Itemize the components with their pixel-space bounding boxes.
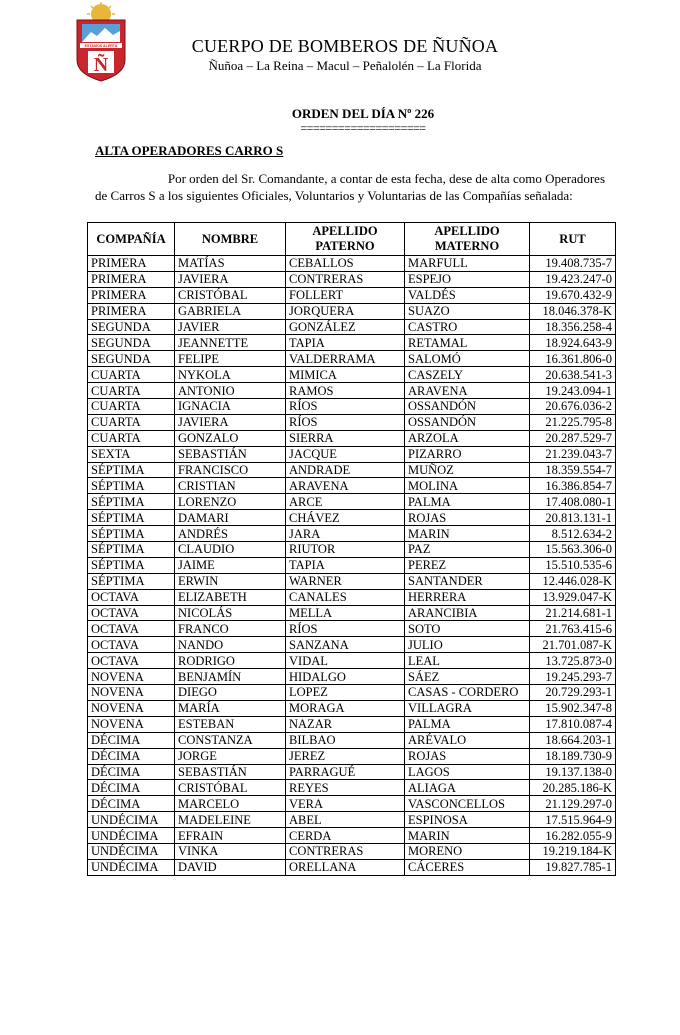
cell-name: MARÍA bbox=[175, 700, 286, 716]
header-company: COMPAÑÍA bbox=[88, 223, 175, 256]
table-row bbox=[88, 526, 616, 542]
cell-name: FELIPE bbox=[175, 351, 286, 367]
table-row bbox=[88, 367, 616, 383]
cell-maternal-surname: CASAS - CORDERO bbox=[405, 685, 530, 701]
cell-company: SÉPTIMA bbox=[88, 542, 175, 558]
cell-paternal-surname: ANDRADE bbox=[286, 462, 405, 478]
cell-paternal-surname: JACQUE bbox=[286, 446, 405, 462]
header-paternal-surname bbox=[286, 223, 405, 256]
intro-line-2: de Carros S a los siguientes Oficiales, Voluntarios y Voluntarias de las Compañías señalada: bbox=[95, 188, 573, 203]
table-row bbox=[88, 430, 616, 446]
table-row bbox=[88, 494, 616, 510]
cell-maternal-surname: VALDÉS bbox=[405, 287, 530, 303]
cell-maternal-surname: HERRERA bbox=[405, 589, 530, 605]
cell-name: JAVIER bbox=[175, 319, 286, 335]
cell-rut: 19.137.138-0 bbox=[530, 764, 616, 780]
cell-company: OCTAVA bbox=[88, 621, 175, 637]
cell-rut: 21.701.087-K bbox=[530, 637, 616, 653]
cell-company: OCTAVA bbox=[88, 589, 175, 605]
cell-rut: 20.287.529-7 bbox=[530, 430, 616, 446]
cell-paternal-surname: JORQUERA bbox=[286, 303, 405, 319]
cell-maternal-surname: SALOMÓ bbox=[405, 351, 530, 367]
cell-company: SEXTA bbox=[88, 446, 175, 462]
cell-rut: 15.902.347-8 bbox=[530, 700, 616, 716]
operators-table bbox=[87, 222, 616, 876]
table-row bbox=[88, 319, 616, 335]
cell-maternal-surname: MORENO bbox=[405, 843, 530, 859]
cell-rut: 13.725.873-0 bbox=[530, 653, 616, 669]
cell-rut: 12.446.028-K bbox=[530, 573, 616, 589]
table-row bbox=[88, 859, 616, 875]
header-rut: RUT bbox=[530, 223, 616, 256]
cell-name: JEANNETTE bbox=[175, 335, 286, 351]
table-row bbox=[88, 605, 616, 621]
cell-name: CRISTÓBAL bbox=[175, 287, 286, 303]
cell-maternal-surname: RETAMAL bbox=[405, 335, 530, 351]
crest-letter: Ñ bbox=[93, 54, 109, 76]
cell-name: CLAUDIO bbox=[175, 542, 286, 558]
cell-maternal-surname: OSSANDÓN bbox=[405, 399, 530, 415]
cell-maternal-surname: PEREZ bbox=[405, 557, 530, 573]
organization-title: CUERPO DE BOMBEROS DE ÑUÑOA bbox=[191, 36, 499, 56]
cell-paternal-surname: RÍOS bbox=[286, 621, 405, 637]
cell-name: JAVIERA bbox=[175, 414, 286, 430]
cell-rut: 17.408.080-1 bbox=[530, 494, 616, 510]
order-title-rule: ==================== bbox=[300, 121, 426, 135]
table-row bbox=[88, 843, 616, 859]
cell-rut: 19.827.785-1 bbox=[530, 859, 616, 875]
cell-maternal-surname: MOLINA bbox=[405, 478, 530, 494]
cell-company: SEGUNDA bbox=[88, 351, 175, 367]
cell-company: CUARTA bbox=[88, 367, 175, 383]
cell-paternal-surname: CERDA bbox=[286, 828, 405, 844]
cell-company: UNDÉCIMA bbox=[88, 828, 175, 844]
cell-paternal-surname: TAPIA bbox=[286, 335, 405, 351]
cell-name: NYKOLA bbox=[175, 367, 286, 383]
cell-paternal-surname: CONTRERAS bbox=[286, 843, 405, 859]
cell-paternal-surname: RÍOS bbox=[286, 414, 405, 430]
organization-subtitle: Ñuñoa – La Reina – Macul – Peñalolén – La Florida bbox=[208, 58, 482, 73]
cell-rut: 20.813.131-1 bbox=[530, 510, 616, 526]
table-row bbox=[88, 510, 616, 526]
cell-company: PRIMERA bbox=[88, 271, 175, 287]
table-row bbox=[88, 669, 616, 685]
cell-name: GABRIELA bbox=[175, 303, 286, 319]
table-row bbox=[88, 796, 616, 812]
table-row bbox=[88, 748, 616, 764]
cell-paternal-surname: NAZAR bbox=[286, 716, 405, 732]
cell-rut: 20.285.186-K bbox=[530, 780, 616, 796]
table-row bbox=[88, 653, 616, 669]
table-row bbox=[88, 828, 616, 844]
cell-rut: 21.214.681-1 bbox=[530, 605, 616, 621]
cell-name: ANDRÉS bbox=[175, 526, 286, 542]
cell-maternal-surname: MUÑOZ bbox=[405, 462, 530, 478]
cell-name: JAVIERA bbox=[175, 271, 286, 287]
cell-maternal-surname: PALMA bbox=[405, 494, 530, 510]
cell-maternal-surname: ARAVENA bbox=[405, 383, 530, 399]
cell-paternal-surname: WARNER bbox=[286, 573, 405, 589]
cell-rut: 19.219.184-K bbox=[530, 843, 616, 859]
crest-motto: ESTAMOS ALERTA bbox=[84, 44, 118, 48]
cell-paternal-surname: MELLA bbox=[286, 605, 405, 621]
cell-company: NOVENA bbox=[88, 700, 175, 716]
cell-maternal-surname: ROJAS bbox=[405, 748, 530, 764]
cell-paternal-surname: VIDAL bbox=[286, 653, 405, 669]
cell-maternal-surname: SANTANDER bbox=[405, 573, 530, 589]
cell-maternal-surname: MARIN bbox=[405, 828, 530, 844]
cell-rut: 8.512.634-2 bbox=[530, 526, 616, 542]
order-title: ORDEN DEL DÍA Nº 226 bbox=[291, 106, 435, 121]
table-row bbox=[88, 812, 616, 828]
cell-paternal-surname: SANZANA bbox=[286, 637, 405, 653]
cell-paternal-surname: RIUTOR bbox=[286, 542, 405, 558]
cell-company: DÉCIMA bbox=[88, 796, 175, 812]
cell-maternal-surname: LEAL bbox=[405, 653, 530, 669]
table-row bbox=[88, 271, 616, 287]
cell-company: CUARTA bbox=[88, 383, 175, 399]
table-row bbox=[88, 573, 616, 589]
cell-maternal-surname: PIZARRO bbox=[405, 446, 530, 462]
cell-name: JORGE bbox=[175, 748, 286, 764]
header-paternal-line-2: PATERNO bbox=[315, 239, 375, 253]
cell-name: RODRIGO bbox=[175, 653, 286, 669]
cell-name: SEBASTIÁN bbox=[175, 764, 286, 780]
cell-maternal-surname: SÁEZ bbox=[405, 669, 530, 685]
table-row bbox=[88, 700, 616, 716]
cell-company: DÉCIMA bbox=[88, 764, 175, 780]
cell-rut: 17.515.964-9 bbox=[530, 812, 616, 828]
cell-name: DIEGO bbox=[175, 685, 286, 701]
cell-rut: 18.359.554-7 bbox=[530, 462, 616, 478]
cell-company: SÉPTIMA bbox=[88, 510, 175, 526]
table-row bbox=[88, 780, 616, 796]
cell-paternal-surname: VALDERRAMA bbox=[286, 351, 405, 367]
cell-company: CUARTA bbox=[88, 399, 175, 415]
table-row bbox=[88, 414, 616, 430]
table-row bbox=[88, 764, 616, 780]
cell-company: SEGUNDA bbox=[88, 335, 175, 351]
cell-company: CUARTA bbox=[88, 430, 175, 446]
cell-rut: 20.729.293-1 bbox=[530, 685, 616, 701]
cell-company: UNDÉCIMA bbox=[88, 859, 175, 875]
cell-rut: 16.386.854-7 bbox=[530, 478, 616, 494]
cell-rut: 19.408.735-7 bbox=[530, 256, 616, 272]
cell-maternal-surname: ESPINOSA bbox=[405, 812, 530, 828]
cell-rut: 15.510.535-6 bbox=[530, 557, 616, 573]
cell-name: GONZALO bbox=[175, 430, 286, 446]
header-paternal-line-1: APELLIDO bbox=[312, 224, 378, 238]
cell-name: NANDO bbox=[175, 637, 286, 653]
intro-paragraph bbox=[95, 170, 605, 204]
cell-paternal-surname: HIDALGO bbox=[286, 669, 405, 685]
cell-maternal-surname: OSSANDÓN bbox=[405, 414, 530, 430]
cell-rut: 21.225.795-8 bbox=[530, 414, 616, 430]
cell-paternal-surname: ARCE bbox=[286, 494, 405, 510]
cell-paternal-surname: RÍOS bbox=[286, 399, 405, 415]
table-row bbox=[88, 637, 616, 653]
cell-company: DÉCIMA bbox=[88, 748, 175, 764]
cell-company: SÉPTIMA bbox=[88, 462, 175, 478]
cell-rut: 18.046.378-K bbox=[530, 303, 616, 319]
cell-maternal-surname: CASZELY bbox=[405, 367, 530, 383]
cell-name: JAIME bbox=[175, 557, 286, 573]
cell-paternal-surname: ABEL bbox=[286, 812, 405, 828]
cell-paternal-surname: TAPIA bbox=[286, 557, 405, 573]
cell-rut: 20.676.036-2 bbox=[530, 399, 616, 415]
cell-rut: 13.929.047-K bbox=[530, 589, 616, 605]
cell-paternal-surname: JEREZ bbox=[286, 748, 405, 764]
table-row bbox=[88, 383, 616, 399]
cell-maternal-surname: ARÉVALO bbox=[405, 732, 530, 748]
cell-company: PRIMERA bbox=[88, 303, 175, 319]
table-body bbox=[88, 256, 616, 876]
cell-maternal-surname: JULIO bbox=[405, 637, 530, 653]
table-row bbox=[88, 462, 616, 478]
header-name: NOMBRE bbox=[175, 223, 286, 256]
cell-company: UNDÉCIMA bbox=[88, 843, 175, 859]
table-row bbox=[88, 256, 616, 272]
table-row bbox=[88, 621, 616, 637]
cell-maternal-surname: ARANCIBIA bbox=[405, 605, 530, 621]
cell-paternal-surname: RAMOS bbox=[286, 383, 405, 399]
section-title: ALTA OPERADORES CARRO S bbox=[95, 143, 284, 158]
cell-maternal-surname: ARZOLA bbox=[405, 430, 530, 446]
cell-maternal-surname: SUAZO bbox=[405, 303, 530, 319]
cell-company: OCTAVA bbox=[88, 605, 175, 621]
cell-paternal-surname: MIMICA bbox=[286, 367, 405, 383]
cell-name: ANTONIO bbox=[175, 383, 286, 399]
cell-rut: 16.282.055-9 bbox=[530, 828, 616, 844]
cell-rut: 21.129.297-0 bbox=[530, 796, 616, 812]
cell-company: DÉCIMA bbox=[88, 732, 175, 748]
cell-rut: 19.423.247-0 bbox=[530, 271, 616, 287]
cell-company: OCTAVA bbox=[88, 653, 175, 669]
cell-rut: 19.670.432-9 bbox=[530, 287, 616, 303]
table-row bbox=[88, 287, 616, 303]
cell-maternal-surname: CASTRO bbox=[405, 319, 530, 335]
cell-paternal-surname: LOPEZ bbox=[286, 685, 405, 701]
table-row bbox=[88, 685, 616, 701]
cell-maternal-surname: ESPEJO bbox=[405, 271, 530, 287]
cell-company: SÉPTIMA bbox=[88, 573, 175, 589]
cell-rut: 16.361.806-0 bbox=[530, 351, 616, 367]
cell-company: NOVENA bbox=[88, 669, 175, 685]
cell-company: CUARTA bbox=[88, 414, 175, 430]
header-maternal-line-1: APELLIDO bbox=[434, 224, 500, 238]
cell-name: ERWIN bbox=[175, 573, 286, 589]
cell-paternal-surname: BILBAO bbox=[286, 732, 405, 748]
cell-maternal-surname: PAZ bbox=[405, 542, 530, 558]
cell-name: FRANCO bbox=[175, 621, 286, 637]
cell-rut: 18.189.730-9 bbox=[530, 748, 616, 764]
cell-name: CONSTANZA bbox=[175, 732, 286, 748]
cell-rut: 21.239.043-7 bbox=[530, 446, 616, 462]
cell-company: SÉPTIMA bbox=[88, 526, 175, 542]
table-row bbox=[88, 542, 616, 558]
cell-name: MADELEINE bbox=[175, 812, 286, 828]
cell-company: SEGUNDA bbox=[88, 319, 175, 335]
cell-rut: 17.810.087-4 bbox=[530, 716, 616, 732]
table-row bbox=[88, 335, 616, 351]
cell-rut: 20.638.541-3 bbox=[530, 367, 616, 383]
cell-maternal-surname: CÁCERES bbox=[405, 859, 530, 875]
cell-company: NOVENA bbox=[88, 716, 175, 732]
cell-rut: 18.924.643-9 bbox=[530, 335, 616, 351]
cell-maternal-surname: PALMA bbox=[405, 716, 530, 732]
cell-name: FRANCISCO bbox=[175, 462, 286, 478]
intro-line-1: Por orden del Sr. Comandante, a contar de esta fecha, dese de alta como Operadores bbox=[167, 171, 605, 186]
table-row bbox=[88, 303, 616, 319]
cell-maternal-surname: ALIAGA bbox=[405, 780, 530, 796]
cell-company: PRIMERA bbox=[88, 256, 175, 272]
cell-rut: 19.245.293-7 bbox=[530, 669, 616, 685]
table-row bbox=[88, 732, 616, 748]
cell-paternal-surname: ORELLANA bbox=[286, 859, 405, 875]
cell-rut: 21.763.415-6 bbox=[530, 621, 616, 637]
cell-name: ESTEBAN bbox=[175, 716, 286, 732]
cell-name: BENJAMÍN bbox=[175, 669, 286, 685]
cell-paternal-surname: CANALES bbox=[286, 589, 405, 605]
cell-company: UNDÉCIMA bbox=[88, 812, 175, 828]
cell-name: SEBASTIÁN bbox=[175, 446, 286, 462]
table-row bbox=[88, 589, 616, 605]
cell-paternal-surname: VERA bbox=[286, 796, 405, 812]
cell-rut: 15.563.306-0 bbox=[530, 542, 616, 558]
cell-company: PRIMERA bbox=[88, 287, 175, 303]
table-row bbox=[88, 446, 616, 462]
table-row bbox=[88, 399, 616, 415]
cell-paternal-surname: REYES bbox=[286, 780, 405, 796]
cell-paternal-surname: SIERRA bbox=[286, 430, 405, 446]
cell-name: CRISTIAN bbox=[175, 478, 286, 494]
table-row bbox=[88, 716, 616, 732]
cell-paternal-surname: CHÁVEZ bbox=[286, 510, 405, 526]
cell-name: NICOLÁS bbox=[175, 605, 286, 621]
cell-maternal-surname: LAGOS bbox=[405, 764, 530, 780]
cell-paternal-surname: PARRAGUÉ bbox=[286, 764, 405, 780]
cell-name: IGNACIA bbox=[175, 399, 286, 415]
cell-name: LORENZO bbox=[175, 494, 286, 510]
header-maternal-surname bbox=[405, 223, 530, 256]
cell-name: MARCELO bbox=[175, 796, 286, 812]
cell-maternal-surname: MARFULL bbox=[405, 256, 530, 272]
cell-name: VINKA bbox=[175, 843, 286, 859]
cell-paternal-surname: CEBALLOS bbox=[286, 256, 405, 272]
cell-name: DAVID bbox=[175, 859, 286, 875]
table-header-row bbox=[88, 223, 616, 256]
cell-company: SÉPTIMA bbox=[88, 494, 175, 510]
cell-company: OCTAVA bbox=[88, 637, 175, 653]
cell-paternal-surname: ARAVENA bbox=[286, 478, 405, 494]
cell-paternal-surname: GONZÁLEZ bbox=[286, 319, 405, 335]
cell-paternal-surname: FOLLERT bbox=[286, 287, 405, 303]
table-row bbox=[88, 557, 616, 573]
cell-company: DÉCIMA bbox=[88, 780, 175, 796]
cell-rut: 18.356.258-4 bbox=[530, 319, 616, 335]
cell-name: EFRAIN bbox=[175, 828, 286, 844]
cell-paternal-surname: CONTRERAS bbox=[286, 271, 405, 287]
cell-maternal-surname: SOTO bbox=[405, 621, 530, 637]
table-row bbox=[88, 351, 616, 367]
cell-maternal-surname: MARIN bbox=[405, 526, 530, 542]
cell-name: MATÍAS bbox=[175, 256, 286, 272]
cell-rut: 19.243.094-1 bbox=[530, 383, 616, 399]
cell-name: ELIZABETH bbox=[175, 589, 286, 605]
cell-name: CRISTÓBAL bbox=[175, 780, 286, 796]
table-row bbox=[88, 478, 616, 494]
cell-maternal-surname: ROJAS bbox=[405, 510, 530, 526]
cell-company: SÉPTIMA bbox=[88, 478, 175, 494]
cell-company: NOVENA bbox=[88, 685, 175, 701]
cell-company: SÉPTIMA bbox=[88, 557, 175, 573]
cell-paternal-surname: MORAGA bbox=[286, 700, 405, 716]
cell-paternal-surname: JARA bbox=[286, 526, 405, 542]
cell-maternal-surname: VASCONCELLOS bbox=[405, 796, 530, 812]
cell-name: DAMARI bbox=[175, 510, 286, 526]
cell-maternal-surname: VILLAGRA bbox=[405, 700, 530, 716]
cell-rut: 18.664.203-1 bbox=[530, 732, 616, 748]
header-maternal-line-2: MATERNO bbox=[434, 239, 500, 253]
